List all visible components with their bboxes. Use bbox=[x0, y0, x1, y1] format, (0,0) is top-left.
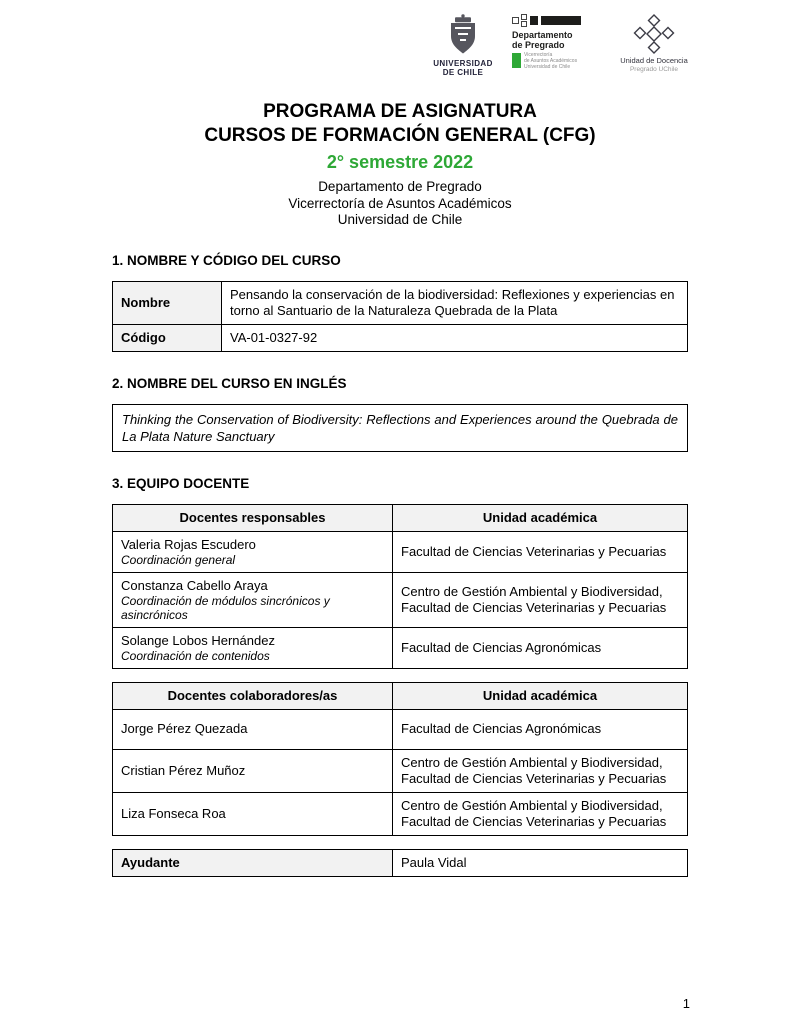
docentes-responsables-table bbox=[112, 504, 688, 669]
ayudante-table bbox=[112, 849, 688, 877]
nombre-label-cell: Nombre bbox=[113, 281, 222, 324]
semester-title: 2° semestre 2022 bbox=[326, 152, 474, 172]
docente-cell: Liza Fonseca Roa bbox=[113, 792, 393, 835]
pregrado-logo-title-line2: de Pregrado bbox=[512, 40, 565, 50]
header-subtitles bbox=[112, 179, 688, 229]
table-row bbox=[113, 749, 688, 792]
colaboradores-col1-header: Docentes colaboradores/as bbox=[113, 682, 393, 709]
docente-cell: Jorge Pérez Quezada bbox=[113, 709, 393, 749]
docencia-logo-text-line1: Unidad de Docencia bbox=[620, 56, 688, 65]
pregrado-sub-line2: de Asuntos Académicos bbox=[524, 57, 578, 64]
docente-cell bbox=[113, 627, 393, 668]
docente-role: Coordinación de contenidos bbox=[121, 648, 270, 663]
docente-cell bbox=[113, 531, 393, 572]
pregrado-sub-line3: Universidad de Chile bbox=[524, 63, 571, 70]
section-2-heading: 2. NOMBRE DEL CURSO EN INGLÉS bbox=[112, 375, 347, 391]
course-name-code-table bbox=[112, 281, 688, 352]
docente-name: Valeria Rojas Escudero bbox=[121, 536, 256, 552]
page-title-line1: PROGRAMA DE ASIGNATURA bbox=[263, 101, 537, 122]
header-department: Departamento de Pregrado bbox=[318, 179, 482, 194]
table-row bbox=[113, 572, 688, 627]
unidad-cell: Facultad de Ciencias Agronómicas bbox=[393, 709, 688, 749]
page-number: 1 bbox=[682, 996, 690, 1011]
table-row-ayudante bbox=[113, 849, 688, 876]
nombre-value-cell: Pensando la conservación de la biodiversidad: Reflexiones y experiencias en torno al Santuario de la Naturaleza Quebrada de la Plata bbox=[222, 281, 688, 324]
codigo-label-cell: Código bbox=[113, 324, 222, 351]
unidad-cell: Centro de Gestión Ambiental y Biodiversidad, Facultad de Ciencias Veterinarias y Pecuarias bbox=[393, 572, 688, 627]
colaboradores-col2-header: Unidad académica bbox=[393, 682, 688, 709]
table-header-row bbox=[113, 504, 688, 531]
page-title-line2: CURSOS DE FORMACIÓN GENERAL (CFG) bbox=[204, 125, 596, 146]
docente-role: Coordinación de módulos sincrónicos y asincrónicos bbox=[121, 593, 330, 622]
docentes-colaboradores-table bbox=[112, 682, 688, 836]
docencia-logo-text-line2: Pregrado UChile bbox=[629, 66, 679, 73]
unidad-cell: Facultad de Ciencias Veterinarias y Pecuarias bbox=[393, 531, 688, 572]
responsables-col2-header: Unidad académica bbox=[393, 504, 688, 531]
codigo-value-cell: VA-01-0327-92 bbox=[222, 324, 688, 351]
table-row bbox=[113, 627, 688, 668]
table-header-row bbox=[113, 682, 688, 709]
unidad-cell: Centro de Gestión Ambiental y Biodiversidad, Facultad de Ciencias Veterinarias y Pecuarias bbox=[393, 792, 688, 835]
english-course-name-box: Thinking the Conservation of Biodiversity: Reflections and Experiences around the Quebrada de La Plata Nature Sanctuary bbox=[112, 404, 688, 452]
docente-role: Coordinación general bbox=[121, 552, 236, 567]
section-1-heading: 1. NOMBRE Y CÓDIGO DEL CURSO bbox=[112, 252, 341, 268]
header-university: Universidad de Chile bbox=[337, 212, 463, 227]
document-content bbox=[112, 0, 688, 877]
pregrado-sub-line1: Vicerrectoría bbox=[524, 52, 553, 58]
table-row bbox=[113, 709, 688, 749]
docente-name: Solange Lobos Hernández bbox=[121, 632, 275, 648]
unidad-cell: Centro de Gestión Ambiental y Biodiversidad, Facultad de Ciencias Veterinarias y Pecuarias bbox=[393, 749, 688, 792]
header-vicerrectoria: Vicerrectoría de Asuntos Académicos bbox=[288, 195, 512, 211]
docente-cell bbox=[113, 572, 393, 627]
table-row bbox=[113, 792, 688, 835]
docente-name: Constanza Cabello Araya bbox=[121, 577, 268, 593]
document-header bbox=[112, 100, 688, 229]
uchile-logo-text-line2: DE CHILE bbox=[442, 68, 484, 77]
docente-cell: Cristian Pérez Muñoz bbox=[113, 749, 393, 792]
unidad-cell: Facultad de Ciencias Agronómicas bbox=[393, 627, 688, 668]
section-3-heading: 3. EQUIPO DOCENTE bbox=[112, 475, 250, 491]
pregrado-logo-title-line1: Departamento bbox=[512, 30, 573, 40]
ayudante-label-cell: Ayudante bbox=[113, 849, 393, 876]
table-row-nombre bbox=[113, 281, 688, 324]
ayudante-value-cell: Paula Vidal bbox=[393, 849, 688, 876]
uchile-logo-text-line1: UNIVERSIDAD bbox=[433, 59, 493, 68]
table-row bbox=[113, 531, 688, 572]
responsables-col1-header: Docentes responsables bbox=[113, 504, 393, 531]
table-row-codigo bbox=[113, 324, 688, 351]
